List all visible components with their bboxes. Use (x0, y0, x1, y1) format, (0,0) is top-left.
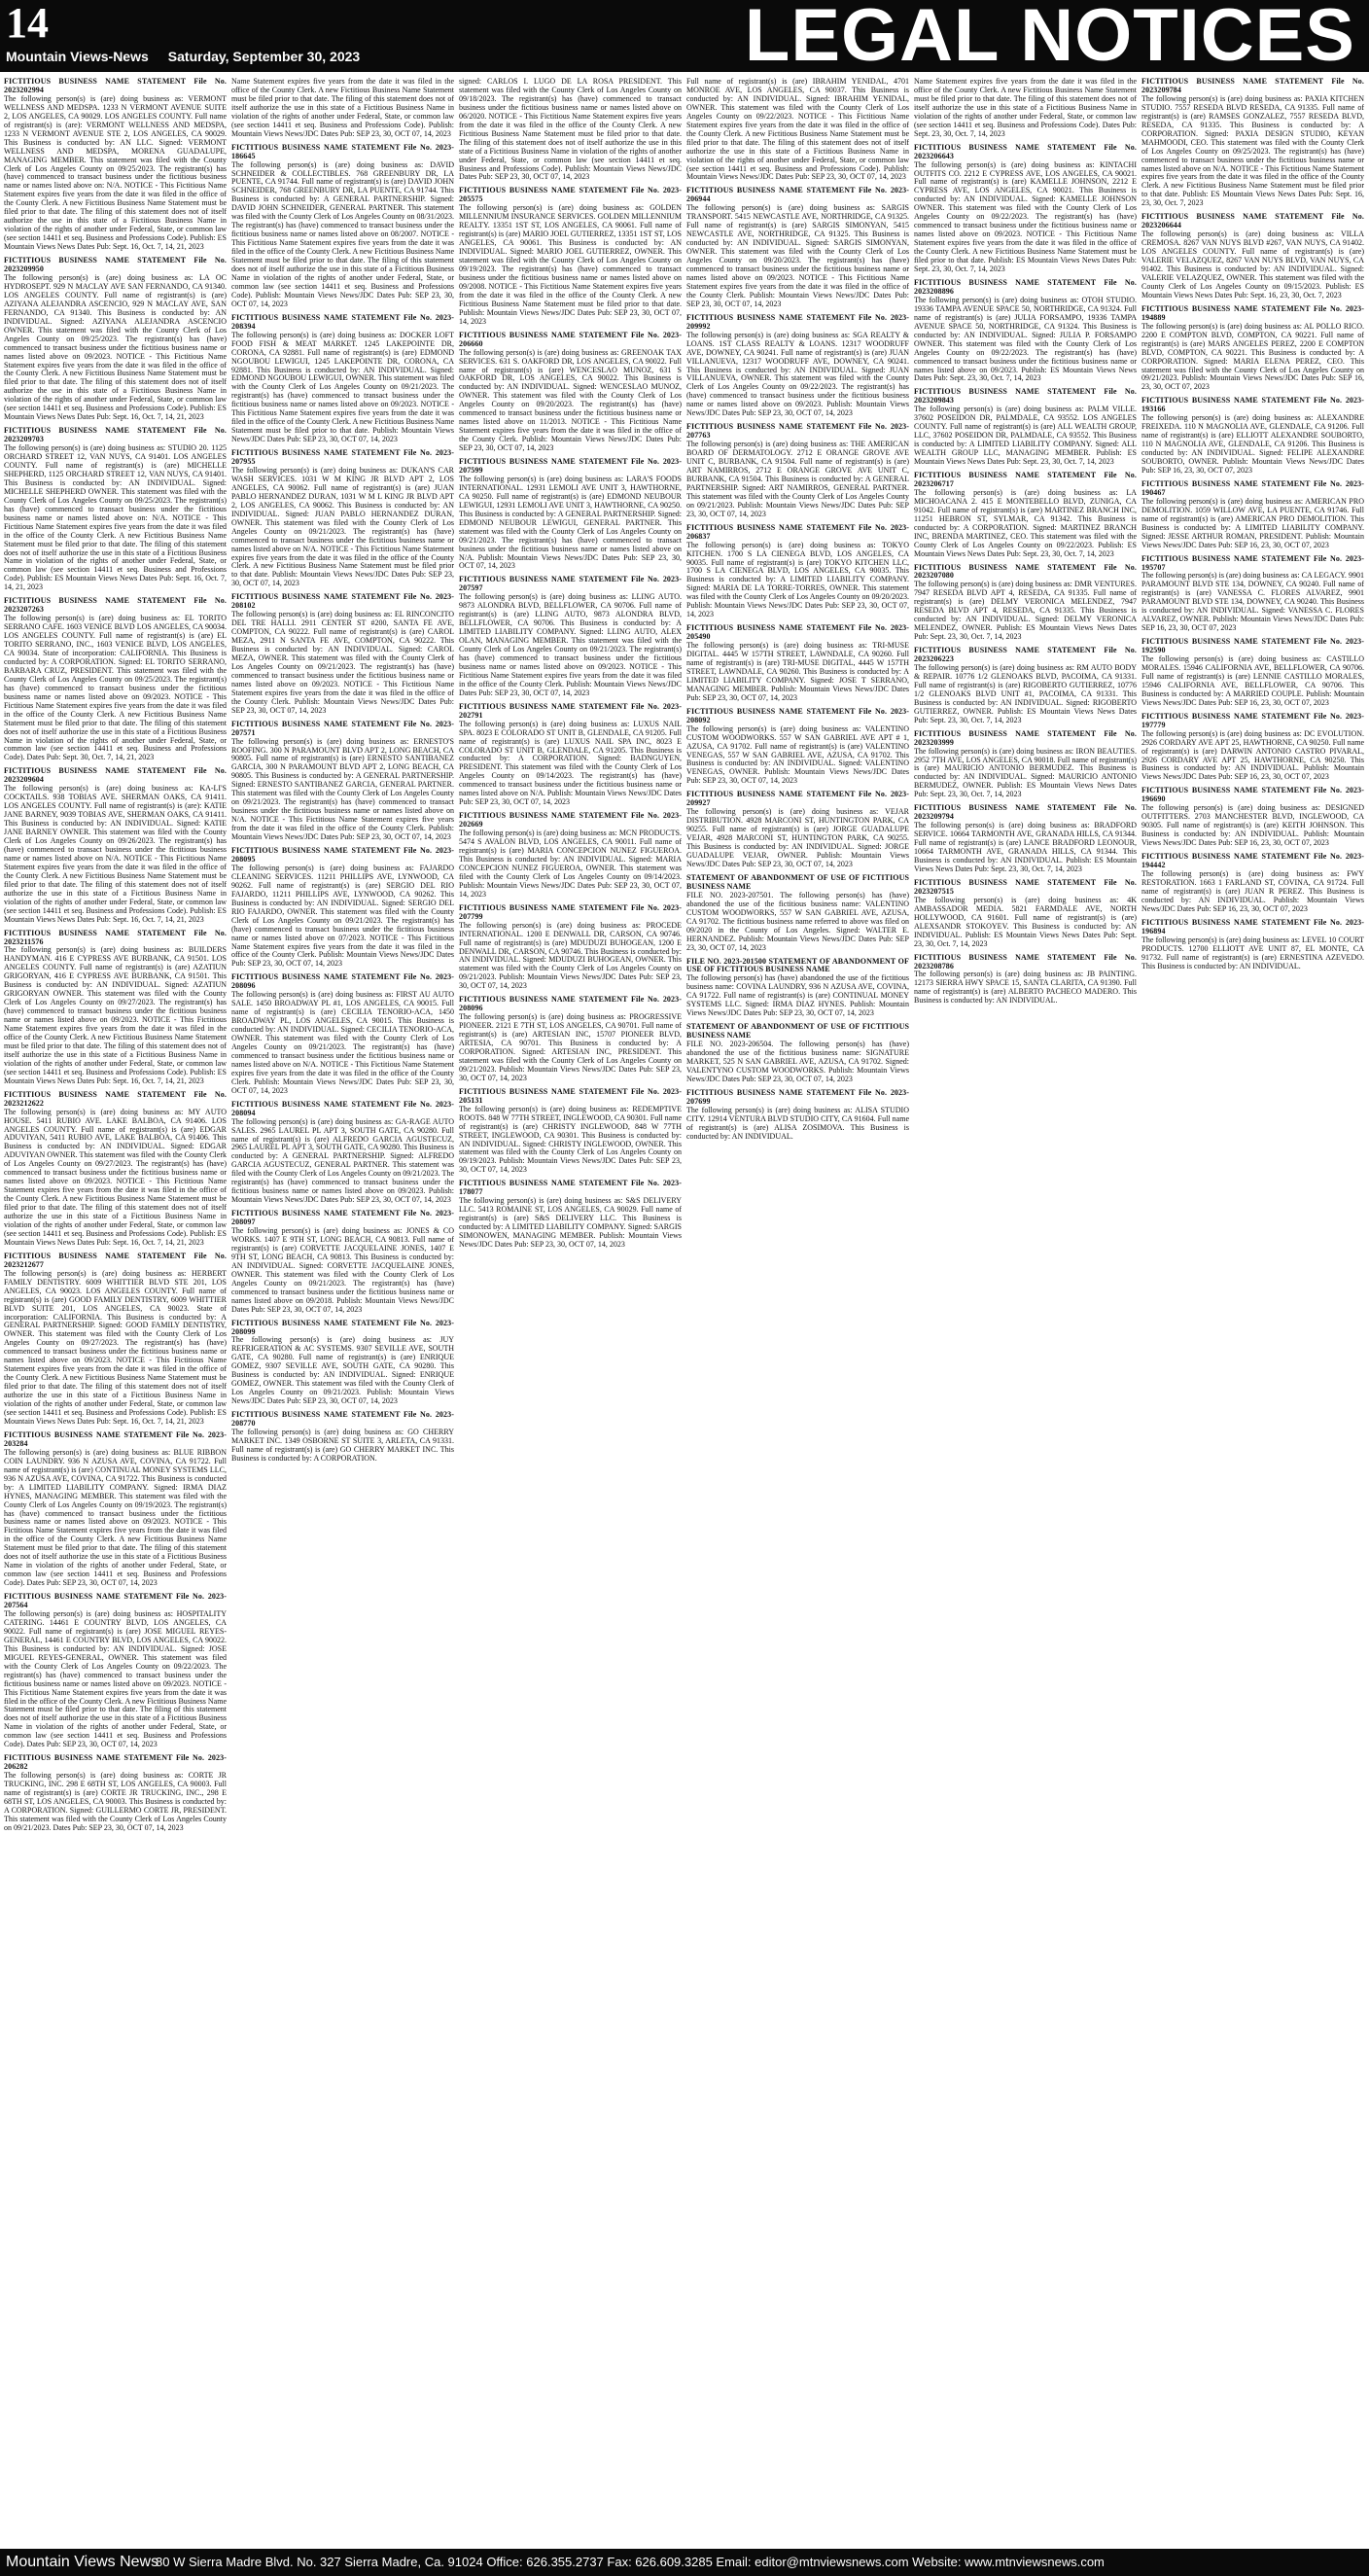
notice-heading: FICTITIOUS BUSINESS NAME STATEMENT File No. 2023209843 (914, 387, 1137, 406)
legal-notice (1141, 638, 1364, 708)
notice-heading: FICTITIOUS BUSINESS NAME STATEMENT File No. 2023-208099 (231, 1318, 454, 1336)
legal-notice (459, 458, 682, 571)
notice-body: FILE NO. 2023-207501. The following person(s) has (have) abandoned the use of the fictitious business name: VALENTINO CUSTOM WOODWORKS, 557 W SAN GABRIEL AVE, AZUSA, CA 91702. The fictitious business name referred to above was filed on 09/2020 in the County of Los Angeles. Signed: WALTER E. HERNANDEZ. Publish: Mountain Views News/JDC Dates Pub: SEP 23, 30, OCT 07, 14, 2023 (686, 890, 909, 952)
notice-body: The following person(s) is (are) doing business as: GO CHERRY MARKET INC. 1349 OSBORNE ST SUITE 3, ARLETA, CA 91331. Full name of registrant(s) is (are) GO CHERRY MARKET INC. This Business is conducted by: A CORPORATION. (231, 1428, 454, 1463)
notice-body: The following person(s) is (are) doing business as: AL POLLO RICO. 2200 E COMPTON BLVD, COMPTON, CA 90221. Full name of registrant(s) is (are) MARS ANGELES PEREZ, 2200 E COMPTON BLVD, COMPTON, CA 90221. This Business is conducted by: A CORPORATION. Signed: MARIA ELENA PEREZ, CEO. This statement was filed with the County Clerk of Los Angeles County on 09/21/2023. Publish: Mountain Views News/JDC Dates Pub: SEP 16, 23, 30, OCT 07, 2023 (1141, 321, 1364, 392)
notice-body: The following person(s) is (are) doing business as: EL TORITO SERRANO CAFE. 1603 VENICE BLVD LOS ANGELES, CA 90034. LOS ANGELES COUNTY. Full name of registrant(s) is (are) EL TORITO SERRANO, INC., 1603 VENICE BLVD, LOS ANGELES, CA 90034. State of incorporation: CALIFORNIA. This Business is conducted by: A CORPORATION. Signed: EL TORITO SERRANO, BARBARA CRUZ, PRESIDENT. This statement was filed with the County Clerk of Los Angeles County on 09/25/2023. The registrant(s) has (have) commenced to transact business under the fictitious business name or names listed above on 09/2023. NOTICE - This Fictitious Name Statement expires five years from the date it was filed in the office of the County Clerk. A new Fictitious Business Name Statement must be filed prior to that date. The filing of this statement does not of itself authorize the use in this state of a Fictitious Business Name in violation of the rights of another under Federal, State, or common law (see section 14411 et seq. Business and Professions Code). Dates Pub: Sept. 30, Oct. 7, 14, 21, 2023 (4, 614, 227, 762)
notice-heading: FICTITIOUS BUSINESS NAME STATEMENT File No. 2023-206660 (459, 330, 682, 348)
legal-notice (4, 1593, 227, 1749)
legal-notice (459, 904, 682, 992)
notice-column (231, 78, 454, 2544)
legal-notice (686, 791, 909, 869)
notice-body: FILE NO. 2023-206504. The following person(s) has (have) abandoned the use of the fictitious business name: SIGNATURE MARKET, 525 N SAN GABRIEL AVE, AZUSA, CA 91702. Signed: VALENTYNO CUSTOM WOODWORKS. Publish: Mountain Views News/JDC Dates Pub: SEP 23, 30, OCT 07, 14, 2023 (686, 1040, 909, 1083)
legal-notice (231, 1411, 454, 1464)
notice-heading: FICTITIOUS BUSINESS NAME STATEMENT File No. 2023-209927 (686, 790, 909, 808)
notice-body: The following person(s) is (are) doing business as: PALM VILLE. 37602 POSEIDON DR, PALMDALE, CA 93552. LOS ANGELES COUNTY. Full name of registrant(s) is (are) ALL WEALTH GROUP, LLC, 37602 POSEIDON DR, PALMDALE, CA 93552. This Business is conducted by: A LIMITED LIABILITY COMPANY. Signed: ALL WEALTH GROUP LLC, MANAGING MEMBER. Publish: ES Mountain Views News Dates Pub: Sept. 23, 30, Oct. 7, 14, 2023 (914, 405, 1137, 467)
notice-heading: FICTITIOUS BUSINESS NAME STATEMENT File No. 2023-206282 (4, 1753, 227, 1772)
notice-heading: FICTITIOUS BUSINESS NAME STATEMENT File No. 2023207080 (914, 562, 1137, 581)
notice-heading: FICTITIOUS BUSINESS NAME STATEMENT File No. 2023208786 (914, 952, 1137, 970)
notice-heading: FICTITIOUS BUSINESS NAME STATEMENT File No. 2023-190467 (1141, 478, 1364, 497)
notice-heading: FICTITIOUS BUSINESS NAME STATEMENT File No. 2023-208092 (686, 706, 909, 724)
notice-body: The following person(s) is (are) doing business as: ERNESTO'S ROOFING. 300 N PARAMOUNT BLVD APT 2, LONG BEACH, CA 90805. Full name of registrant(s) is (are) ERNESTO SANTIBANEZ GARCIA, 300 N PARAMOUNT BLVD APT 2, LONG BEACH, CA 90805. This Business is conducted by: A GENERAL PARTNERSHIP. Signed: ERNESTO SANTIBANEZ GARCIA, GENERAL PARTNER. This statement was filed with the County Clerk of Los Angeles County on 09/21/2023. The registrant(s) has (have) commenced to transact business under the fictitious business name or names listed above on N/A. NOTICE - This Fictitious Name Statement expires five years from the date it was filed in the office of the County Clerk. Publish: Mountain Views News/JDC Dates Pub: SEP 23, 30, OCT 07, 14, 2023 (231, 736, 454, 842)
notice-body: The following person(s) is (are) doing business as: DOCKER LOFT FOOD FISH & MEAT MARKET. 1245 LAKEPOINTE DR, CORONA, CA 92881. Full name of registrant(s) is (are) EDMOND NGOUBOU LEWIGUI, 1245 LAKEPOINTE DR, CORONA, CA 92881. This Business is conducted by: AN INDIVIDUAL. Signed: EDMOND NGOUBOU LEWIGUI, OWNER. This statement was filed with the County Clerk of Los Angeles County on 09/21/2023. The registrant(s) has (have) commenced to transact business under the fictitious business name or names listed above on 09/2023. NOTICE - This Fictitious Name Statement expires five years from the date it was filed in the office of the County Clerk. A new Fictitious Business Name Statement must be filed prior to that date. Publish: Mountain Views News/JDC Dates Pub: SEP 23, 30, OCT 07, 14, 2023 (231, 330, 454, 444)
notice-heading: FICTITIOUS BUSINESS NAME STATEMENT File No. 2023-208096 (231, 972, 454, 991)
notice-body: The following person(s) is (are) doing business as: DESIGNED OUTFITTERS. 2703 MANCHESTER BLVD, INGLEWOOD, CA 90305. Full name of registrant(s) is (are) KEITH JOHNSON. This Business is conducted by: AN INDIVIDUAL. Publish: Mountain Views News/JDC Dates Pub: SEP 16, 23, 30, OCT 07, 2023 (1141, 803, 1364, 848)
notice-heading: FICTITIOUS BUSINESS NAME STATEMENT File No. 2023-196894 (1141, 917, 1364, 935)
notice-heading: FICTITIOUS BUSINESS NAME STATEMENT File No. 2023207263 (4, 596, 227, 615)
legal-notice (459, 1180, 682, 1250)
legal-notice (4, 1754, 227, 1833)
notice-body: The following person(s) is (are) doing business as: DC EVOLUTION. 2926 CORDARY AVE APT 25, HAWTHORNE, CA 90250. Full name of registrant(s) is (are) DARWIN ANTONIO CASTRO PIVARAL, 2926 CORDARY AVE APT 25, HAWTHORNE, CA 90250. This Business is conducted by: AN INDIVIDUAL. Publish: Mountain Views News/JDC Dates Pub: SEP 16, 23, 30, OCT 07, 2023 (1141, 728, 1364, 782)
notice-body: The following person(s) is (are) doing business as: LEVEL 10 COURT PRODUCTS. 12700 ELLIOTT AVE UNIT 87, EL MONTE, CA 91732. Full name of registrant(s) is (are) ERNESTINA AZEVEDO. This Business is conducted by: AN INDIVIDUAL. (1141, 935, 1364, 970)
legal-notice (914, 879, 1137, 949)
legal-notice (4, 1091, 227, 1248)
legal-notice (686, 624, 909, 703)
notice-column (686, 78, 909, 2544)
legal-notice (914, 279, 1137, 383)
notice-body: The following person(s) is (are) doing business as: BLUE RIBBON COIN LAUNDRY. 936 N AZUSA AVE, COVINA, CA 91722. Full name of registrant(s) is (are) CONTINUAL MONEY SYSTEMS LLC, 936 N AZUSA AVE, COVINA, CA 91722. This Business is conducted by: A LIMITED LIABILITY COMPANY. Signed: IRMA DIAZ HYNES, MANAGING MEMBER. This statement was filed with the County Clerk of Los Angeles County on 09/19/2023. The registrant(s) has (have) commenced to transact business under the fictitious business name or names listed above on 09/2023. NOTICE - This Fictitious Name Statement expires five years from the date it was filed in the office of the County Clerk. A new Fictitious Business Name Statement must be filed prior to that date. The filing of this statement does not of itself authorize the use in this state of a Fictitious Business Name in violation of the rights of another under Federal, State, or common law (see section 14411 et seq. Business and Professions Code). Dates Pub: SEP 23, 30, OCT 07, 14, 2023 (4, 1447, 227, 1588)
notice-heading: FICTITIOUS BUSINESS NAME STATEMENT File No. 2023-208770 (231, 1410, 454, 1429)
legal-notice (4, 1253, 227, 1427)
notice-body: The following person(s) is (are) doing business as: EL RINCONCITO DEL TRE HALLI. 2911 CENTER ST #200, SANTA FE AVE, COMPTON, CA 90222. Full name of registrant(s) is (are) CAROL MEZA, 2911 N SANTA FE AVE, COMPTON, CA 90222. This Business is conducted by: AN INDIVIDUAL. Signed: CAROL MEZA, OWNER. This statement was filed with the County Clerk of Los Angeles County on 09/21/2023. The registrant(s) has (have) commenced to transact business under the fictitious business name or names listed above on 09/2023. NOTICE - This Fictitious Name Statement expires five years from the date it was filed in the office of the County Clerk. Publish: Mountain Views News/JDC Dates Pub: SEP 23, 30, OCT 07, 14, 2023 (231, 610, 454, 715)
notice-body: The following person(s) is (are) doing business as: FIRST AU AUTO SALE. 1450 BROADWAY PL #1, LOS ANGELES, CA 90015. Full name of registrant(s) is (are) CECILIA TENORIO-ACA, 1450 BROADWAY PL, LOS ANGELES, CA 90015. This Business is conducted by: AN INDIVIDUAL. Signed: CECILIA TENORIO-ACA, OWNER. This statement was filed with the County Clerk of Los Angeles County on 09/21/2023. The registrant(s) has (have) commenced to transact business under the fictitious business name or names listed above on N/A. NOTICE - This Fictitious Name Statement expires five years from the date it was filed in the office of the County Clerk. Publish: Mountain Views News/JDC Dates Pub: SEP 23, 30, OCT 07, 14, 2023 (231, 990, 454, 1095)
legal-notice (1141, 480, 1364, 550)
notice-heading: FICTITIOUS BUSINESS NAME STATEMENT File No. 2023209794 (914, 803, 1137, 822)
notice-heading: FICTITIOUS BUSINESS NAME STATEMENT File No. 2023-207597 (459, 575, 682, 593)
notice-heading: FICTITIOUS BUSINESS NAME STATEMENT File No. 2023-207699 (686, 1087, 909, 1106)
notice-body: The following person(s) is (are) doing business as: GREENOAK TAX SERVICES. 631 S. OAKFORD DR, LOS ANGELES, CA 90022. Full name of registrant(s) is (are) WENCESLAO MUNOZ, 631 S OAKFORD DR, LOS ANGELES, CA 90022. This Business is conducted by: AN INDIVIDUAL. Signed: WENCESLAO MUNOZ, OWNER. This statement was filed with the County Clerk of Los Angeles County on 09/20/2023. The registrant(s) has (have) commenced to transact business under the fictitious business name or names listed above on 11/2013. NOTICE - This Fictitious Name Statement expires five years from the date it was filed in the office of the County Clerk. Publish: Mountain Views News/JDC Dates Pub: SEP 23, 30, OCT 07, 14, 2023 (459, 347, 682, 453)
legal-notice (686, 708, 909, 787)
notice-body: The following person(s) is (are) doing business as: REDEMPTIVE ROOTS. 848 W 77TH STREET, INGLEWOOD, CA 90301. Full name of registrant(s) is (are) CHRISTY INGLEWOOD, 848 W 77TH STREET, INGLEWOOD, CA 90301. This Business is conducted by: AN INDIVIDUAL. Signed: CHRISTY INGLEWOOD, OWNER. This statement was filed with the County Clerk of Los Angeles County on 09/19/2023. Publish: Mountain Views News/JDC Dates Pub: SEP 23, 30, OCT 07, 14, 2023 (459, 1104, 682, 1175)
notice-heading: FICTITIOUS BUSINESS NAME STATEMENT File No. 2023209950 (4, 256, 227, 274)
notice-body: The following person(s) is (are) doing business as: CA LEGACY. 9901 PARAMOUNT BLVD STE 134, DOWNEY, CA 90240. Full name of registrant(s) is (are) VANESSA C. FLORES ALVAREZ, 9901 PARAMOUNT BLVD STE 134, DOWNEY, CA 90240. This Business is conducted by: AN INDIVIDUAL. Signed: VANESSA C. FLORES ALVAREZ, OWNER. Publish: Mountain Views News/JDC Dates Pub: SEP 16, 23, 30, OCT 07, 2023 (1141, 571, 1364, 633)
legal-notice (914, 472, 1137, 559)
legal-notice (686, 78, 909, 182)
notice-heading: FICTITIOUS BUSINESS NAME STATEMENT File No. 2023209784 (1141, 78, 1364, 94)
legal-notice (914, 388, 1137, 467)
legal-notice (686, 524, 909, 619)
legal-notice (231, 314, 454, 444)
notice-body: The following person(s) is (are) doing business as: STUDIO 20. 1125 ORCHARD STREET 12, VAN NUYS, CA 91401. LOS ANGELES COUNTY. Full name of registrant(s) is (are) MICHELLE SHEPHERD, 1125 ORCHARD STREET 12, VAN NUYS, CA 91401. This Business is conducted by: AN INDIVIDUAL. Signed: MICHELLE SHEPHERD OWNER. This statement was filed with the County Clerk of Los Angeles County on 09/25/2023. The registrant(s) has (have) commenced to transact business under the fictitious business name or names listed above on: N/A. NOTICE - This Fictitious Name Statement expires five years from the date it was filed in the office of the County Clerk. A new Fictitious Business Name Statement must be filed prior to that date. The filing of this statement does not of itself authorize the use in this state of a Fictitious Business Name in violation of the rights of another under Federal, State, or common law (see section 14411 et seq. Business and Professions Code). Publish: ES Mountain Views News Dates Pub: Sept. 16, Oct. 7, 14, 21, 2023 (4, 443, 227, 592)
notice-body: The following person(s) is (are) doing business as: CASTILLO MORALES. 15946 CALIFORNIA AVE, BELLFLOWER, CA 90706. Full name of registrant(s) is (are) LENNIE CASTILLO MORALES, 15946 CALIFORNIA AVE, BELLFLOWER, CA 90706. This Business is conducted by: A MARRIED COUPLE. Publish: Mountain Views News/JDC Dates Pub: SEP 16, 23, 30, OCT 07, 2023 (1141, 654, 1364, 707)
notice-heading: FICTITIOUS BUSINESS NAME STATEMENT File No. 2023206644 (1141, 212, 1364, 230)
notice-body: The following person(s) is (are) doing business as: JONES & CO WORKS. 1407 E 9TH ST, LONG BEACH, CA 90813. Full name of registrant(s) is (are) CORVETTE JACQUELAINE JONES, 1407 E 9TH ST, LONG BEACH, CA 90813. This Business is conducted by: AN INDIVIDUAL. Signed: CORVETTE JACQUELAINE JONES, OWNER. This statement was filed with the County Clerk of Los Angeles County on 09/21/2023. The registrant(s) has (have) commenced to transact business under the fictitious business name or names listed above on 09/2018. Publish: Mountain Views News/JDC Dates Pub: SEP 23, 30, OCT 07, 14, 2023 (231, 1226, 454, 1314)
notice-heading: FICTITIOUS BUSINESS NAME STATEMENT File No. 2023-197779 (1141, 711, 1364, 729)
legal-notice (459, 187, 682, 326)
legal-notice (686, 874, 909, 953)
notice-body: The following person(s) is (are) doing business as: GA-RAGE AUTO SALES. 2965 LAUREL PL APT 3, SOUTH GATE, CA 90280. Full name of registrant(s) is (are) ALFREDO GARCIA AGUSTECUZ, 2965 LAUREL PL APT 3, SOUTH GATE, CA 90280. This Business is conducted by: A GENERAL PARTNERSHIP. Signed: ALFREDO GARCIA AGUSTECUZ, GENERAL PARTNER. This statement was filed with the County Clerk of Los Angeles County on 09/21/2023. The registrant(s) has (have) commenced to transact business under the fictitious business name or names listed above on 09/2023. Publish: Mountain Views News/JDC Dates Pub: SEP 23, 30, OCT 07, 14, 2023 (231, 1116, 454, 1205)
notice-heading: FICTITIOUS BUSINESS NAME STATEMENT File No. 2023-207763 (686, 422, 909, 441)
legal-notice (4, 930, 227, 1086)
notice-heading: FICTITIOUS BUSINESS NAME STATEMENT File No. 2023203999 (914, 728, 1137, 747)
legal-notice (459, 78, 682, 182)
notice-body: The following person(s) is (are) doing business as: SARGIS TRANSPORT. 5415 NEWCASTLE AVE, NORTHRIDGE, CA 91325. Full name of registrant(s) is (are) SARGIS SIMONYAN, 5415 NEWCASTLE AVE, NORTHRIDGE, CA 91325. This Business is conducted by: AN INDIVIDUAL. Signed: SARGIS SIMONYAN, OWNER. This statement was filed with the County Clerk of Los Angeles County on 09/20/2023. The registrant(s) has (have) commenced to transact business under the fictitious business name or names listed above on 09/2023. NOTICE - This Fictitious Name Statement expires five years from the date it was filed in the office of the County Clerk. Publish: Mountain Views News/JDC Dates Pub: SEP 23, 30, OCT 07, 14, 2023 (686, 203, 909, 308)
notice-heading: FICTITIOUS BUSINESS NAME STATEMENT File No. 2023-207599 (459, 457, 682, 475)
notice-body: The following person(s) is (are) doing business as: PROCEDE INTERNATIONAL. 1200 E DENWALL DR, CARSON, CA 90746. Full name of registrant(s) is (are) MDUDUZI BUHOGEAN, 1200 E DENWALL DR, CARSON, CA 90746. This Business is conducted by: AN INDIVIDUAL. Signed: MDUDUZI BUHOGEAN, OWNER. This statement was filed with the County Clerk of Los Angeles County on 09/21/2023. Publish: Mountain Views News/JDC Dates Pub: SEP 23, 30, OCT 07, 14, 2023 (459, 920, 682, 991)
notice-heading: FICTITIOUS BUSINESS NAME STATEMENT File No. 2023208896 (914, 277, 1137, 296)
footer-contact: 80 W Sierra Madre Blvd. No. 327 Sierra Madre, Ca. 91024 Office: 626.355.2737 Fax: 626.609.3285 Email: editor@mtnviewsnews.com Website: www.mtnviewsnews.com (156, 2555, 1105, 2569)
notice-body: The following person(s) is (are) doing business as: PAXIA KITCHEN STUDIO. 7557 RESEDA BLVD RESEDA, CA 91335. Full name of registrant(s) is (are) RAMSES GONZALEZ, 7557 RESEDA BLVD, RESEDA, CA 91335. This Business is conducted by: A CORPORATION. Signed: PAXIA DESIGN STUDIO, KEYAN MAHMOODI, CEO. This statement was filed with the County Clerk of Los Angeles County on 09/25/2023. The registrant(s) has (have) commenced to transact business under the fictitious business name or names listed above on N/A. NOTICE - This Fictitious Name Statement expires five years from the date it was filed in the office of the County Clerk. A new Fictitious Business Name Statement must be filed prior to that date. Publish: ES Mountain Views News Dates Pub: Sept. 16, 23, 30, Oct. 7, 2023 (1141, 93, 1364, 208)
notice-column (4, 78, 227, 2544)
notice-body: The following person(s) is (are) doing business as: TOKYO KITCHEN. 1700 S LA CIENEGA BLVD, LOS ANGELES, CA 90035. Full name of registrant(s) is (are) TOKYO KITCHEN LLC, 1700 S LA CIENEGA BLVD, LOS ANGELES, CA 90035. This Business is conducted by: A LIMITED LIABILITY COMPANY. Signed: MARIA DE LA TORRE-TORRES, OWNER. This statement was filed with the County Clerk of Los Angeles County on 09/20/2023. Publish: Mountain Views News/JDC Dates Pub: SEP 23, 30, OCT 07, 14, 2023 (686, 540, 909, 619)
legal-notice (686, 423, 909, 518)
notice-heading: FICTITIOUS BUSINESS NAME STATEMENT File No. 2023209604 (4, 766, 227, 785)
notice-body: The following person(s) is (are) doing business as: S&S DELIVERY LLC. 5413 ROMAINE ST, LOS ANGELES, CA 90029. Full name of registrant(s) is (are) S&S DELIVERY LLC. This Business is conducted by: A LIMITED LIABILITY COMPANY. Signed: SARGIS SIMONOWEN, MANAGING MEMBER. Publish: Mountain Views News/JDC Dates Pub: SEP 23, 30, OCT 07, 14, 2023 (459, 1196, 682, 1249)
legal-notice (459, 576, 682, 697)
notice-heading: FICTITIOUS BUSINESS NAME STATEMENT File No. 2023-207955 (231, 448, 454, 467)
notice-body: The following person(s) is (are) doing business as: DUKAN'S CAR WASH SERVICES. 1031 W M KING JR BLVD APT 2, LOS ANGELES, CA 90062. Full name of registrant(s) is (are) JUAN PABLO HERNANDEZ DURAN, 1031 W M L KING JR BLVD APT 2, LOS ANGELES, CA 90062. This Business is conducted by: AN INDIVIDUAL. Signed: JUAN PABLO HERNANDEZ DURAN, OWNER. This statement was filed with the County Clerk of Los Angeles County on 09/21/2023. The registrant(s) has (have) commenced to transact business under the fictitious business name or names listed above on N/A. NOTICE - This Fictitious Name Statement expires five years from the date it was filed in the office of the County Clerk. A new Fictitious Business Name Statement must be filed prior to that date. Publish: Mountain Views News/JDC Dates Pub: SEP 23, 30, OCT 07, 14, 2023 (231, 465, 454, 588)
notice-body: The following person(s) has (have) abandoned the use of the fictitious business name: COVINA LAUNDRY, 936 N AZUSA AVE, COVINA, CA 91722. Full name of registrant(s) is (are) CONTINUAL MONEY SYSTEMS LLC. Signed: IRMA DIAZ HYNES. Publish: Mountain Views News/JDC Dates Pub: SEP 23, 30, OCT 07, 14, 2023 (686, 973, 909, 1018)
notice-columns (4, 78, 1365, 2544)
notice-body: Name Statement expires five years from the date it was filed in the office of the County Clerk. A new Fictitious Business Name Statement must be filed prior to that date. The filing of this statement does not of itself authorize the use in this state of a Fictitious Business Name in violation of the rights of another under Federal, State, or common law (see section 14411 et seq. Business and Professions Code). Dates Pub: Sept. 23, 30, Oct. 7, 14, 2023 (914, 78, 1137, 138)
legal-notice (231, 847, 454, 969)
legal-notice (459, 332, 682, 453)
section-title: LEGAL NOTICES (744, 0, 1355, 77)
notice-heading: FICTITIOUS BUSINESS NAME STATEMENT File No. 2023206717 (914, 470, 1137, 488)
legal-notice (231, 1320, 454, 1407)
notice-body: The following person(s) is (are) doing business as: LLING AUTO. 9873 ALONDRA BLVD, BELLFLOWER, CA 90706. Full name of registrant(s) is (are) LLING AUTO, 9873 ALONDRA BLVD, BELLFLOWER, CA 90706. This Business is conducted by: A LIMITED LIABILITY COMPANY. Signed: LLING AUTO, ALEX OLAN, MANAGING MEMBER. This statement was filed with the County Clerk of Los Angeles County on 09/21/2023. The registrant(s) has (have) commenced to transact business under the fictitious business name or names listed above on 09/2023. NOTICE - This Fictitious Name Statement expires five years from the date it was filed in the office of the County Clerk. Publish: Mountain Views News/JDC Dates Pub: SEP 23, 30, OCT 07, 14, 2023 (459, 592, 682, 697)
notice-heading: FICTITIOUS BUSINESS NAME STATEMENT File No. 2023-207571 (231, 719, 454, 737)
legal-notice (459, 703, 682, 807)
notice-heading: FICTITIOUS BUSINESS NAME STATEMENT File No. 2023212677 (4, 1251, 227, 1269)
legal-notice (914, 954, 1137, 1006)
notice-body: The following person(s) is (are) doing business as: JUY REFRIGERATION & AC SYSTEMS. 9307 SEVILLE AVE, SOUTH GATE, CA 90280. Full name of registrant(s) is (are) ENRIQUE GOMEZ, 9307 SEVILLE AVE, SOUTH GATE, CA 90280. This Business is conducted by: AN INDIVIDUAL. Signed: ENRIQUE GOMEZ, OWNER. This statement was filed with the County Clerk of Los Angeles County on 09/21/2023. Publish: Mountain Views News/JDC Dates Pub: SEP 23, 30, OCT 07, 14, 2023 (231, 1335, 454, 1406)
legal-notice (4, 427, 227, 592)
notice-heading: FICTITIOUS BUSINESS NAME STATEMENT File No. 2023-207564 (4, 1592, 227, 1610)
legal-notice (1141, 787, 1364, 848)
legal-notice (4, 767, 227, 924)
notice-body: The following person(s) is (are) doing business as: VERMONT WELLNESS AND MEDSPA. 1233 N VERMONT AVENUE SUITE 2, LOS ANGELES, CA 90029. LOS ANGELES COUNTY. Full name of registrant(s) is (are): VERMONT WELLNESS AND MEDSPA, 1233 N VERMONT AVENUE STE 2, LOS ANGELES, CA 90029. This Business is conducted by: AN LLC. Signed: VERMONT WELLNESS AND MEDSPA, MORENA GUADALUPE, MANAGING MEMBER. This statement was filed with the County Clerk of Los Angeles County on 09/25/2023. The registrant(s) has (have) commenced to transact business under the fictitious business name or names listed above on: N/A. NOTICE - This Fictitious Name Statement expires five years from the date it was filed in the office of the County Clerk. A new Fictitious Business Name Statement must be filed prior to that date. The filing of this statement does not of itself authorize the use in this state of a Fictitious Business Name in violation of the rights of another under Federal, State, or common law (see section 14411 et seq. Business and Professions Code). Publish: ES Mountain Views News Dates Pub: Sept. 16, Oct. 7, 14, 21, 2023 (4, 93, 227, 252)
notice-body: The following person(s) is (are) doing business as: FWY RESTORATION. 1663 1 FARLAND ST, COVINA, CA 91724. Full name of registrant(s) is (are) JUAN R PEREZ. This Business is conducted by: AN INDIVIDUAL. Publish: Mountain Views News/JDC Dates Pub: SEP 16, 23, 30, OCT 07, 2023 (1141, 868, 1364, 913)
legal-notice (231, 1101, 454, 1205)
notice-heading: FICTITIOUS BUSINESS NAME STATEMENT File No. 2023211576 (4, 928, 227, 946)
notice-body: The following person(s) is (are) doing business as: SGA REALTY & LOANS. 1ST CLASS REALTY & LOANS. 12317 WOODRUFF AVE, DOWNEY, CA 90241. Full name of registrant(s) is (are) JUAN VILLANUEVA, 12317 WOODRUFF AVE, DOWNEY, CA 90241. This Business is conducted by: AN INDIVIDUAL. Signed: JUAN VILLANUEVA, OWNER. This statement was filed with the County Clerk of Los Angeles County on 09/22/2023. The registrant(s) has (have) commenced to transact business under the fictitious business name or names listed above on 09/2023. Publish: Mountain Views News/JDC Dates Pub: SEP 23, 30, OCT 07, 14, 2023 (686, 330, 909, 418)
notice-column (914, 78, 1137, 2544)
legal-notice (459, 1088, 682, 1176)
notice-body: The following person(s) is (are) doing business as: ALEXANDRE FREIXEDA. 110 N MAGNOLIA AVE, GLENDALE, CA 91206. Full name of registrant(s) is (are) ELLIOTT ALEXANDRE SOUBORTO, 110 N MAGNOLIA AVE, GLENDALE, CA 91206. This Business is conducted by: AN INDIVIDUAL. Signed: FELIPE ALEXANDRE SOUBORTO, OWNER. Publish: Mountain Views News/JDC Dates Pub: SEP 16, 23, 30, OCT 07, 2023 (1141, 413, 1364, 475)
legal-notice (4, 1431, 227, 1588)
legal-notice (459, 812, 682, 900)
footer-publication: Mountain Views News (6, 2554, 159, 2570)
legal-notice (1141, 78, 1364, 208)
notice-body: The following person(s) is (are) doing business as: 4K AMBASSADOR MEDIA. 5821 FARMDALE AVE, NORTH HOLLYWOOD, CA 91601. Full name of registrant(s) is (are) ALEXSANDR STOKOYEV. This Business is conducted by: AN INDIVIDUAL. Publish: ES Mountain Views News Dates Pub: Sept. 23, 30, Oct. 7, 14, 2023 (914, 895, 1137, 948)
legal-notice (686, 187, 909, 308)
legal-notice (231, 1210, 454, 1314)
notice-heading: FICTITIOUS BUSINESS NAME STATEMENT File No. 2023-206944 (686, 186, 909, 204)
notice-body: The following person(s) is (are) doing business as: KA-LI'S COCKTAILS. 938 TOBIAS AVE. SHERMAN OAKS, CA 91411. LOS ANGELES COUNTY. Full name of registrant(s) is (are): KATIE JANE BARNEY, 9039 TOBIAS AVE, SHERMAN OAKS, CA 91411. This Business is conducted by: AN INDIVIDUAL. Signed: KATIE JANE BARNEY OWNER. This statement was filed with the County Clerk of Los Angeles County on 09/26/2023. The registrant(s) has (have) commenced to transact business under the fictitious business name or names listed above on N/A. NOTICE - This Fictitious Name Statement expires five years from the date it was filed in the office of the County Clerk. A new Fictitious Business Name Statement must be filed prior to that date. The filing of this statement does not of itself authorize the use in this state of a Fictitious Business Name in violation of the rights of another under Federal, State, or common law (see section 14411 et seq. Business and Professions Code). Publish: ES Mountain Views News Dates Pub: Sept. 16, Oct. 7, 14, 21, 2023 (4, 784, 227, 924)
legal-notice (686, 1023, 909, 1084)
notice-heading: FICTITIOUS BUSINESS NAME STATEMENT File No. 2023-205490 (686, 623, 909, 642)
legal-notice (231, 721, 454, 842)
notice-heading: FICTITIOUS BUSINESS NAME STATEMENT File No. 2023-203284 (4, 1429, 227, 1448)
legal-notice (231, 593, 454, 715)
notice-body: The following person(s) is (are) doing business as: VALENTINO CUSTOM WOODWORKS. 557 W SAN GABRIEL AVE APT # 1, AZUSA, CA 91702. Full name of registrant(s) is (are) VALENTINO VENEGAS, 557 W SAN GABRIEL AVE, AZUSA, CA 91702. This Business is conducted by: AN INDIVIDUAL. Signed: VALENTINO VENEGAS, OWNER. Publish: Mountain Views News/JDC Dates Pub: SEP 23, 30, OCT 07, 14, 2023 (686, 723, 909, 786)
legal-notice (4, 597, 227, 762)
notice-heading: STATEMENT OF ABANDONMENT OF USE OF FICTITIOUS BUSINESS NAME (686, 1022, 909, 1041)
legal-notice (686, 1089, 909, 1142)
notice-body: The following person(s) is (are) doing business as: MCN PRODUCTS. 5474 S AVALON BLVD, LOS ANGELES, CA 90011. Full name of registrant(s) is (are) MARIA CONCEPCION NUNEZ FIGUEROA. This Business is conducted by: AN INDIVIDUAL. Signed: MARIA CONCEPCION NUNEZ FIGUEROA, OWNER. This statement was filed with the County Clerk of Los Angeles County on 09/14/2023. Publish: Mountain Views News/JDC Dates Pub: SEP 23, 30, OCT 07, 14, 2023 (459, 829, 682, 899)
legal-notice (1141, 305, 1364, 393)
legal-notice (231, 449, 454, 588)
notice-body: The following person(s) is (are) doing business as: FAJARDO CLEANING SERVICES. 11211 PHILLIPS AVE, LYNWOOD, CA 90262. Full name of registrant(s) is (are) SERGIO DEL RIO FAJARDO, 11211 PHILLIPS AVE, LYNWOOD, CA 90262. This Business is conducted by: AN INDIVIDUAL. Signed: SERGIO DEL RIO FAJARDO, OWNER. This statement was filed with the County Clerk of Los Angeles County on 09/21/2023. The registrant(s) has (have) commenced to transact business under the fictitious business name or names listed above on 07/2023. NOTICE - This Fictitious Name Statement expires five years from the date it was filed in the office of the County Clerk. Publish: Mountain Views News/JDC Dates Pub: SEP 23, 30, OCT 07, 14, 2023 (231, 863, 454, 969)
notice-body: The following person(s) is (are) doing business as: DAVID SCHNEIDER & COLLECTIBLES. 768 GREENBURY DR, LA PUENTE, CA 91744. Full name of registrant(s) is (are) DAVID JOHN SCHNEIDER, 768 GREENBURY DR, LA PUENTE, CA 91744. This Business is conducted by: A GENERAL PARTNERSHIP. Signed: DAVID JOHN SCHNEIDER, GENERAL PARTNER. This statement was filed with the County Clerk of Los Angeles County on 08/31/2023. The registrant(s) has (have) commenced to transact business under the fictitious business name or names listed above on 08/2007. NOTICE - This Fictitious Name Statement expires five years from the date it was filed in the office of the County Clerk. A new Fictitious Business Name Statement must be filed prior to that date. The filing of this statement does not of itself authorize the use in this state of a Fictitious Business Name in violation of the rights of another under Federal, State, or common law (see section 14411 et seq. Business and Professions Code). Publish: Mountain Views News/JDC Dates Pub: SEP 23, 30, OCT 07, 14, 2023 (231, 159, 454, 308)
legal-notice (1141, 853, 1364, 914)
notice-heading: STATEMENT OF ABANDONMENT OF USE OF FICTITIOUS BUSINESS NAME (686, 872, 909, 891)
notice-body: The following person(s) is (are) doing business as: BRADFORD SERVICE. 10664 TARMONTH AVE, GRANADA HILLS, CA 91344. Full name of registrant(s) is (are) LANCE BRADFORD LEONOUR, 10664 TARMONTH AVE, GRANADA HILLS, CA 91344. This Business is conducted by: AN INDIVIDUAL. Publish: ES Mountain Views News Dates Pub: Sept. 23, 30, Oct. 7, 14, 2023 (914, 821, 1137, 873)
page-number: 14 (6, 0, 49, 47)
notice-body: The following person(s) is (are) doing business as: LUXUS NAIL SPA. 8023 E COLORADO ST UNIT B, GLENDALE, CA 91205. Full name of registrant(s) is (are) LUXUS NAIL SPA INC, 8023 E COLORADO ST UNIT B, GLENDALE, CA 91205. This Business is conducted by: A CORPORATION. Signed: BADNGUYEN, PRESIDENT. This statement was filed with the County Clerk of Los Angeles County on 09/14/2023. The registrant(s) has (have) commenced to transact business under the fictitious business name or names listed above on N/A. Publish: Mountain Views News/JDC Dates Pub: SEP 23, 30, OCT 07, 14, 2023 (459, 719, 682, 807)
notice-column (459, 78, 682, 2544)
notice-body: The following person(s) is (are) doing business as: VILLA CREMOSA. 8267 VAN NUYS BLVD #267, VAN NUYS, CA 91402. LOS ANGELES COUNTY. Full name of registrant(s) is (are) VALERIE VELAZQUEZ, 8267 VAN NUYS BLVD, VAN NUYS, CA 91402. This Business is conducted by: AN INDIVIDUAL. Signed: VALERIE VELAZQUEZ, OWNER. This statement was filed with the County Clerk of Los Angeles County on 09/15/2023. Publish: ES Mountain Views News Dates Pub: Sept. 16, 23, 30, Oct. 7, 2023 (1141, 229, 1364, 300)
notice-heading: FICTITIOUS BUSINESS NAME STATEMENT File No. 2023-192590 (1141, 637, 1364, 655)
notice-heading: FICTITIOUS BUSINESS NAME STATEMENT File No. 2023-206837 (686, 522, 909, 541)
notice-heading: FICTITIOUS BUSINESS NAME STATEMENT File No. 2023-186645 (231, 142, 454, 160)
legal-notice (4, 78, 227, 252)
notice-body: Name Statement expires five years from the date it was filed in the office of the County Clerk. A new Fictitious Business Name Statement must be filed prior to that date. The filing of this statement does not of itself authorize the use in this state of a Fictitious Business Name in violation of the rights of another under Federal, State, or common law (see section 14411 et seq. Business and Professions Code). Publish: Mountain Views News/JDC Dates Pub: SEP 23, 30, OCT 07, 14, 2023 (231, 78, 454, 138)
notice-body: The following person(s) is (are) doing business as: HERBERT FAMILY DENTISTRY. 6009 WHITTIER BLVD STE 201, LOS ANGELES, CA 90023. LOS ANGELES COUNTY. Full name of registrant(s) is (are) GOOD FAMILY DENTISTRY, 6009 WHITTIER BLVD SUITE 201, LOS ANGELES, CA 90023. State of incorporation: CALIFORNIA. This Business is conducted by: A GENERAL PARTNERSHIP. Signed: GOOD FAMILY DENTISTRY, OWNER. This statement was filed with the County Clerk of Los Angeles County on 09/27/2023. The registrant(s) has (have) commenced to transact business under the fictitious business name or names listed above on 09/2023. NOTICE - This Fictitious Name Statement expires five years from the date it was filed in the office of the County Clerk. A new Fictitious Business Name Statement must be filed prior to that date. The filing of this statement does not of itself authorize the use in this state of a Fictitious Business Name in violation of the rights of another under Federal, State, or common law (see section 14411 et seq. Business and Professions Code). Publish: ES Mountain Views News Dates Pub: Sept. 16, Oct. 7, 14, 21, 2023 (4, 1268, 227, 1426)
notice-heading: FICTITIOUS BUSINESS NAME STATEMENT File No. 2023207515 (914, 877, 1137, 896)
notice-body: The following person(s) is (are) doing business as: VEJAR DISTRIBUTION. 4928 MARCONI ST, HUNTINGTON PARK, CA 90255. Full name of registrant(s) is (are) JORGE GUADALUPE VEJAR, 4928 MARCONI ST, HUNTINGTON PARK, CA 90255. This Business is conducted by: AN INDIVIDUAL. Signed: JORGE GUADALUPE VEJAR, OWNER. Publish: Mountain Views News/JDC Dates Pub: SEP 23, 30, OCT 07, 14, 2023 (686, 807, 909, 868)
notice-heading: FICTITIOUS BUSINESS NAME STATEMENT File No. 2023-195707 (1141, 553, 1364, 572)
legal-notice (914, 144, 1137, 274)
notice-body: The following person(s) is (are) doing business as: MY AUTO HOUSE. 5411 RUBIO AVE. LAKE BALBOA, CA 91406. LOS ANGELES COUNTY. Full name of registrant(s) is (are) EDGAR ADUVIYAN, 5411 RUBIO AVE, LAKE BALBOA, CA 91406. This Business is conducted by: AN INDIVIDUAL. Signed: EDGAR ADUVIYAN OWNER. This statement was filed with the County Clerk of Los Angeles County on 09/27/2023. The registrant(s) has (have) commenced to transact business under the fictitious business name or names listed above on 09/2023. NOTICE - This Fictitious Name Statement expires five years from the date it was filed in the office of the County Clerk. A new Fictitious Business Name Statement must be filed prior to that date. The filing of this statement does not of itself authorize the use in this state of a Fictitious Business Name in violation of the rights of another under Federal, State, or common law (see section 14411 et seq. Business and Professions Code). Publish: ES Mountain Views News Dates Pub: Sept. 16, Oct. 7, 14, 21, 2023 (4, 1107, 227, 1247)
notice-body: The following person(s) is (are) doing business as: KINTACHI OUTFITS CO. 2212 E CYPRESS AVE, LOS ANGELES, CA 90021. Full name of registrant(s) is (are) KAMELLE JOHNSON, 2212 E CYPRESS AVE, LOS ANGELES, CA 90021. This Business is conducted by: AN INDIVIDUAL. Signed: KAMELLE JOHNSON OWNER. This statement was filed with the County Clerk of Los Angeles County on 09/22/2023. The registrant(s) has (have) commenced to transact business under the fictitious business name or names listed above on 09/2023. NOTICE - This Fictitious Name Statement expires five years from the date it was filed in the office of the County Clerk. A new Fictitious Business Name Statement must be filed prior to that date. Publish: ES Mountain Views News Dates Pub: Sept. 23, 30, Oct. 7, 14, 2023 (914, 159, 1137, 274)
notice-heading: FILE NO. 2023-201500 STATEMENT OF ABANDONMENT OF USE OF FICTITIOUS BUSINESS NAME (686, 956, 909, 974)
notice-heading: FICTITIOUS BUSINESS NAME STATEMENT File No. 2023-193166 (1141, 396, 1364, 414)
notice-heading: FICTITIOUS BUSINESS NAME STATEMENT File No. 2023-207799 (459, 902, 682, 921)
notice-body: signed: CARLOS I. LUGO DE LA ROSA PRESIDENT. This statement was filed with the County Clerk of Los Angeles County on 09/18/2023. The registrant(s) has (have) commenced to transact business under the fictitious business name or names listed above on 06/2020. NOTICE - This Fictitious Name Statement expires five years from the date it was filed in the office of the County Clerk. A new Fictitious Business Name Statement must be filed prior to that date. The filing of this statement does not of itself authorize the use in this state of a Fictitious Business Name in violation of the rights of another under Federal, State, or common law (see section 14411 et seq. Business and Professions Code). Publish: Mountain Views News/JDC Dates Pub: SEP 23, 30, OCT 07, 14, 2023 (459, 78, 682, 182)
legal-notice (1141, 713, 1364, 783)
notice-heading: FICTITIOUS BUSINESS NAME STATEMENT File No. 2023202994 (4, 78, 227, 94)
notice-heading: FICTITIOUS BUSINESS NAME STATEMENT File No. 2023-208394 (231, 312, 454, 331)
masthead (0, 0, 1369, 77)
notice-heading: FICTITIOUS BUSINESS NAME STATEMENT File No. 2023-202791 (459, 701, 682, 720)
notice-body: The following person(s) is (are) doing business as: CORTE JR TRUCKING, INC. 298 E 68TH ST, LOS ANGELES, CA 90003. Full name of registrant(s) is (are) CORTE JR TRUCKING, INC., 298 E 68TH ST, LOS ANGELES, CA 90003. This Business is conducted by: A CORPORATION. Signed: GUILLERMO CORTE JR, PRESIDENT. This statement was filed with the County Clerk of Los Angeles County on 09/21/2023. Dates Pub: SEP 23, 30, OCT 07, 14, 2023 (4, 1771, 227, 1832)
notice-heading: FICTITIOUS BUSINESS NAME STATEMENT File No. 2023212622 (4, 1089, 227, 1108)
notice-column (1141, 78, 1364, 2544)
notice-body: The following person(s) is (are) doing business as: THE AMERICAN BOARD OF DERMATOLOGY. 2712 E ORANGE GROVE AVE UNIT C, BURBANK, CA 91504. Full name of registrant(s) is (are) ART NAMIRROS, 2712 E ORANGE GROVE AVE UNIT C, BURBANK, CA 91504. This Business is conducted by: A GENERAL PARTNERSHIP. Signed: ART NAMIRROS, GENERAL PARTNER. This statement was filed with the County Clerk of Los Angeles County on 09/21/2023. Publish: Mountain Views News/JDC Dates Pub: SEP 23, 30, OCT 07, 14, 2023 (686, 440, 909, 518)
notice-body: The following person(s) is (are) doing business as: JB PAINTING. 12173 SIERRA HWY SPACE 15, SANTA CLARITA, CA 91390. Full name of registrant(s) is (are) ALBERTO PACHECO MADERO. This Business is conducted by: AN INDIVIDUAL. (914, 970, 1137, 1006)
notice-body: The following person(s) is (are) doing business as: ALISA STUDIO CITY. 12914 VENTURA BLVD STUDIO CITY, CA 91604. Full name of registrant(s) is (are) ALISA ZOSIMOVA. This Business is conducted by: AN INDIVIDUAL. (686, 1105, 909, 1141)
notice-body: The following person(s) is (are) doing business as: GOLDEN MILLENNIUM INSURANCE SERVICES. GOLDEN MILLENNIUM REALTY. 13351 1ST ST, LOS ANGELES, CA 90061. Full name of registrant(s) is (are) MARIO JOEL GUTIERREZ, 13351 1ST ST, LOS ANGELES, CA 90061. This Business is conducted by: AN INDIVIDUAL. Signed: MARIO JOEL GUTIERREZ, OWNER. This statement was filed with the County Clerk of Los Angeles County on 09/19/2023. The registrant(s) has (have) commenced to transact business under the fictitious business name or names listed above on 09/2008. NOTICE - This Fictitious Name Statement expires five years from the date it was filed in the office of the County Clerk. A new Fictitious Business Name Statement must be filed prior to that date. Publish: Mountain Views News/JDC Dates Pub: SEP 23, 30, OCT 07, 14, 2023 (459, 203, 682, 326)
legal-notice (4, 257, 227, 422)
notice-heading: FICTITIOUS BUSINESS NAME STATEMENT File No. 2023-205131 (459, 1086, 682, 1105)
legal-notice (686, 314, 909, 418)
notice-heading: FICTITIOUS BUSINESS NAME STATEMENT File No. 2023-208095 (231, 846, 454, 864)
notice-body: The following person(s) is (are) doing business as: DMR VENTURES. 7947 RESEDA BLVD APT 4, RESEDA, CA 91335. Full name of registrant(s) is (are) DELMY VERONICA MELENDEZ, 7947 RESEDA BLVD APT 4, RESEDA, CA 91335. This Business is conducted by: AN INDIVIDUAL. Signed: DELMY VERONICA MELENDEZ, OWNER. Publish: ES Mountain Views News Dates Pub: Sept. 23, 30, Oct. 7, 14, 2023 (914, 580, 1137, 642)
notice-body: The following person(s) is (are) doing business as: RM AUTO BODY & REPAIR. 10776 1/2 GLENOAKS BLVD, PACOIMA, CA 91331. Full name of registrant(s) is (are) RIGOBERTO GUTIERREZ, 10776 1/2 GLENOAKS BLVD UNIT #1, PACOIMA, CA 91331. This Business is conducted by: AN INDIVIDUAL. Signed: RIGOBERTO GUTIERREZ, OWNER. Publish: ES Mountain Views News Dates Pub: Sept. 23, 30, Oct. 7, 14, 2023 (914, 663, 1137, 724)
legal-notice (1141, 555, 1364, 634)
notice-heading: FICTITIOUS BUSINESS NAME STATEMENT File No. 2023-208102 (231, 592, 454, 611)
notice-heading: FICTITIOUS BUSINESS NAME STATEMENT File No. 2023-202669 (459, 811, 682, 829)
notice-heading: FICTITIOUS BUSINESS NAME STATEMENT File No. 2023206643 (914, 142, 1137, 160)
legal-notice (914, 647, 1137, 725)
notice-body: The following person(s) is (are) doing business as: TRI-MUSE DIGITAL. 4445 W 157TH STREET, LAWNDALE, CA 90260. Full name of registrant(s) is (are) TRI-MUSE DIGITAL, 4445 W 157TH STREET, LAWNDALE, CA 90260. This Business is conducted by: A LIMITED LIABILITY COMPANY. Signed: JOSE T SERRANO, MANAGING MEMBER. Publish: Mountain Views News/JDC Dates Pub: SEP 23, 30, OCT 07, 14, 2023 (686, 641, 909, 702)
notice-heading: FICTITIOUS BUSINESS NAME STATEMENT File No. 2023-208097 (231, 1209, 454, 1227)
notice-body: The following person(s) is (are) doing business as: BUILDERS HANDYMAN. 416 E CYPRESS AVE BURBANK, CA 91501. LOS ANGELES COUNTY. Full name of registrant(s) is (are) AZATIUN GRIGORYAN, 416 E CYPRESS AVE BURBANK, CA 91501. This Business is conducted by: AN INDIVIDUAL. Signed: AZATIUN GRIGORYAN OWNER. This statement was filed with the County Clerk of Los Angeles County on 09/27/2023. The registrant(s) has (have) commenced to transact business under the fictitious business name or names listed above on 09/2023. NOTICE - This Fictitious Name Statement expires five years from the date it was filed in the office of the County Clerk. A new Fictitious Business Name Statement must be filed prior to that date. The filing of this statement does not of itself authorize the use in this state of a Fictitious Business Name in violation of the rights of another under Federal, State, or common law (see section 14411 et seq. Business and Professions Code). Publish: ES Mountain Views News Dates Pub: Sept. 16, Oct. 7, 14, 21, 2023 (4, 945, 227, 1085)
legal-notice (1141, 919, 1364, 971)
legal-notice (914, 564, 1137, 643)
notice-body: The following person(s) is (are) doing business as: OTOH STUDIO. 19336 TAMPA AVENUE SPACE 50, NORTHRIDGE, CA 91324. Full name of registrant(s) is (are) JULIA FORSAMPO, 19336 TAMPA AVENUE SPACE 50, NORTHRIDGE, CA 91324. This Business is conducted by: AN INDIVIDUAL. Signed: JULIA P. FORSAMPO OWNER. This statement was filed with the County Clerk of Los Angeles County on 09/22/2023. The registrant(s) has (have) commenced to transact business under the fictitious business name or names listed above on 09/2023. Publish: ES Mountain Views News Dates Pub: Sept. 23, 30, Oct. 7, 14, 2023 (914, 295, 1137, 383)
legal-notice (914, 804, 1137, 874)
notice-body: The following person(s) is (are) doing business as: HOSPITALITY CATERING. 14461 E COUNTRY BLVD, LOS ANGELES, CA 90022. Full name of registrant(s) is (are) JOSE MIGUEL REYES-GENERAL, 14461 E COUNTRY BLVD, LOS ANGELES, CA 90022. This Business is conducted by: AN INDIVIDUAL. Signed: JOSE MIGUEL REYES-GENERAL, OWNER. This statement was filed with the County Clerk of Los Angeles County on 09/22/2023. The registrant(s) has (have) commenced to transact business under the fictitious business name or names listed above on 09/2023. NOTICE - This Fictitious Name Statement expires five years from the date it was filed in the office of the County Clerk. A new Fictitious Business Name Statement must be filed prior to that date. The filing of this statement does not of itself authorize the use in this state of a Fictitious Business Name in violation of the rights of another under Federal, State, or common law (see section 14411 et seq. Business and Professions Code). Dates Pub: SEP 23, 30, OCT 07, 14, 2023 (4, 1608, 227, 1749)
notice-heading: FICTITIOUS BUSINESS NAME STATEMENT File No. 2023206223 (914, 646, 1137, 664)
legal-notice (231, 78, 454, 139)
legal-notice (1141, 397, 1364, 476)
notice-heading: FICTITIOUS BUSINESS NAME STATEMENT File No. 2023-205575 (459, 186, 682, 204)
notice-heading: FICTITIOUS BUSINESS NAME STATEMENT File No. 2023-194442 (1141, 852, 1364, 870)
notice-heading: FICTITIOUS BUSINESS NAME STATEMENT File No. 2023209703 (4, 426, 227, 444)
legal-notice (686, 958, 909, 1019)
notice-heading: FICTITIOUS BUSINESS NAME STATEMENT File No. 2023-194889 (1141, 303, 1364, 322)
notice-body: The following person(s) is (are) doing business as: AMERICAN PRO DEMOLITION. 1059 WILLOW AVE, LA PUENTE, CA 91746. Full name of registrant(s) is (are) AMERICAN PRO DEMOLITION. This Business is conducted by: A LIMITED LIABILITY COMPANY. Signed: JESSE ARTHUR ROMAN, PRESIDENT. Publish: Mountain Views News/JDC Dates Pub: SEP 16, 23, 30, OCT 07, 2023 (1141, 496, 1364, 549)
legal-notice (231, 973, 454, 1095)
notice-body: The following person(s) is (are) doing business as: LARA'S FOODS INTERNATIONAL. 12931 LEMOLI AVE UNIT 3, HAWTHORNE, CA 90250. Full name of registrant(s) is (are) EDMOND NEUBOUR LEWIGUI, 12931 LEMOLI AVE UNIT 3, HAWTHORNE, CA 90250. This Business is conducted by: A GENERAL PARTNERSHIP. Signed: EDMOND NEUBOUR LEWIGUI, GENERAL PARTNER. This statement was filed with the County Clerk of Los Angeles County on 09/21/2023. The registrant(s) has (have) commenced to transact business under the fictitious business name or names listed above on N/A. Publish: Mountain Views News/JDC Dates Pub: SEP 23, 30, OCT 07, 14, 2023 (459, 474, 682, 571)
notice-heading: FICTITIOUS BUSINESS NAME STATEMENT File No. 2023-178077 (459, 1179, 682, 1197)
notice-heading: FICTITIOUS BUSINESS NAME STATEMENT File No. 2023-196690 (1141, 786, 1364, 804)
notice-heading: FICTITIOUS BUSINESS NAME STATEMENT File No. 2023-208096 (459, 995, 682, 1013)
notice-heading: FICTITIOUS BUSINESS NAME STATEMENT File No. 2023-208094 (231, 1099, 454, 1117)
issue-date: Saturday, September 30, 2023 (167, 49, 361, 64)
notice-body: The following person(s) is (are) doing business as: LA MICHOACANA 2. 415 E MONTEBELLO BLVD, ZUNIGA, CA 91042. Full name of registrant(s) is (are) MARTINEZ BRANCH INC, 11251 HEBRON ST, SYLMAR, CA 91342. This Business is conducted by: A CORPORATION. Signed: MARTINEZ BRANCH INC, BRENDA MARTINEZ, CEO. This statement was filed with the County Clerk of Los Angeles County on 09/22/2023. Publish: ES Mountain Views News Dates Pub: Sept. 23, 30, Oct. 7, 14, 2023 (914, 487, 1137, 558)
legal-notice (459, 996, 682, 1083)
legal-notice (914, 730, 1137, 800)
notice-body: The following person(s) is (are) doing business as: LA OC HYDROSEPT. 929 N MACLAY AVE SAN FERNANDO, CA 91340. LOS ANGELES COUNTY. Full name of registrant(s) is (are) AZIYANA ALEJANDRA ASCENCIO, 929 N MACLAY AVE, SAN FERNANDO, CA 91340. This Business is conducted by: AN INDIVIDUAL. Signed: AZIYANA ALEJANDRA ASCENCIO OWNER. This statement was filed with the County Clerk of Los Angeles County on 09/25/2023. The registrant(s) has (have) commenced to transact business under the fictitious business name or names listed above on 09/2023. NOTICE - This Fictitious Name Statement expires five years from the date it was filed in the office of the County Clerk. A new Fictitious Business Name Statement must be filed prior to that date. The filing of this statement does not of itself authorize the use in this state of a Fictitious Business Name in violation of the rights of another under Federal, State, or common law (see section 14411 et seq. Business and Professions Code). Publish: ES Mountain Views News Dates Pub: Sept. 16, Oct. 7, 14, 21, 2023 (4, 272, 227, 422)
legal-notice (231, 144, 454, 309)
legal-notice (914, 78, 1137, 139)
notice-body: The following person(s) is (are) doing business as: IRON BEAUTIES. 2952 7TH AVE, LOS ANGELES, CA 90018. Full name of registrant(s) is (are) MAURICIO ANTONIO BERMUDEZ. This Business is conducted by: AN INDIVIDUAL. Signed: MAURICIO ANTONIO BERMUDEZ, OWNER. Publish: ES Mountain Views News Dates Pub: Sept. 23, 30, Oct. 7, 14, 2023 (914, 746, 1137, 799)
paper-name: Mountain Views-News (6, 49, 149, 64)
notice-heading: FICTITIOUS BUSINESS NAME STATEMENT File No. 2023-209992 (686, 312, 909, 331)
footer (0, 2549, 1369, 2576)
notice-body: The following person(s) is (are) doing business as: PROGRESSIVE PIONEER. 2121 E 7TH ST, LOS ANGELES, CA 90701. Full name of registrant(s) is (are) ARTESIAN INC, 15707 PIONEER BLVD, ARTESIA, CA 90701. This Business is conducted by: A CORPORATION. Signed: ARTESIAN INC, PRESIDENT. This statement was filed with the County Clerk of Los Angeles County on 09/21/2023. Publish: Mountain Views News/JDC Dates Pub: SEP 23, 30, OCT 07, 14, 2023 (459, 1012, 682, 1082)
paper-dateline (6, 49, 360, 64)
notice-body: Full name of registrant(s) is (are) IBRAHIM YENIDAL, 4701 MONROE AVE, LOS ANGELES, CA 90037. This Business is conducted by: AN INDIVIDUAL. Signed: IBRAHIM YENIDAL, OWNER. This statement was filed with the County Clerk of Los Angeles County on 09/22/2023. NOTICE - This Fictitious Name Statement expires five years from the date it was filed in the office of the County Clerk. A new Fictitious Business Name Statement must be filed prior to that date. The filing of this statement does not of itself authorize the use in this state of a Fictitious Business Name in violation of the rights of another under Federal, State, or common law (see section 14411 et seq. Business and Professions Code). Publish: Mountain Views News/JDC Dates Pub: SEP 23, 30, OCT 07, 14, 2023 (686, 78, 909, 182)
legal-notice (1141, 213, 1364, 300)
